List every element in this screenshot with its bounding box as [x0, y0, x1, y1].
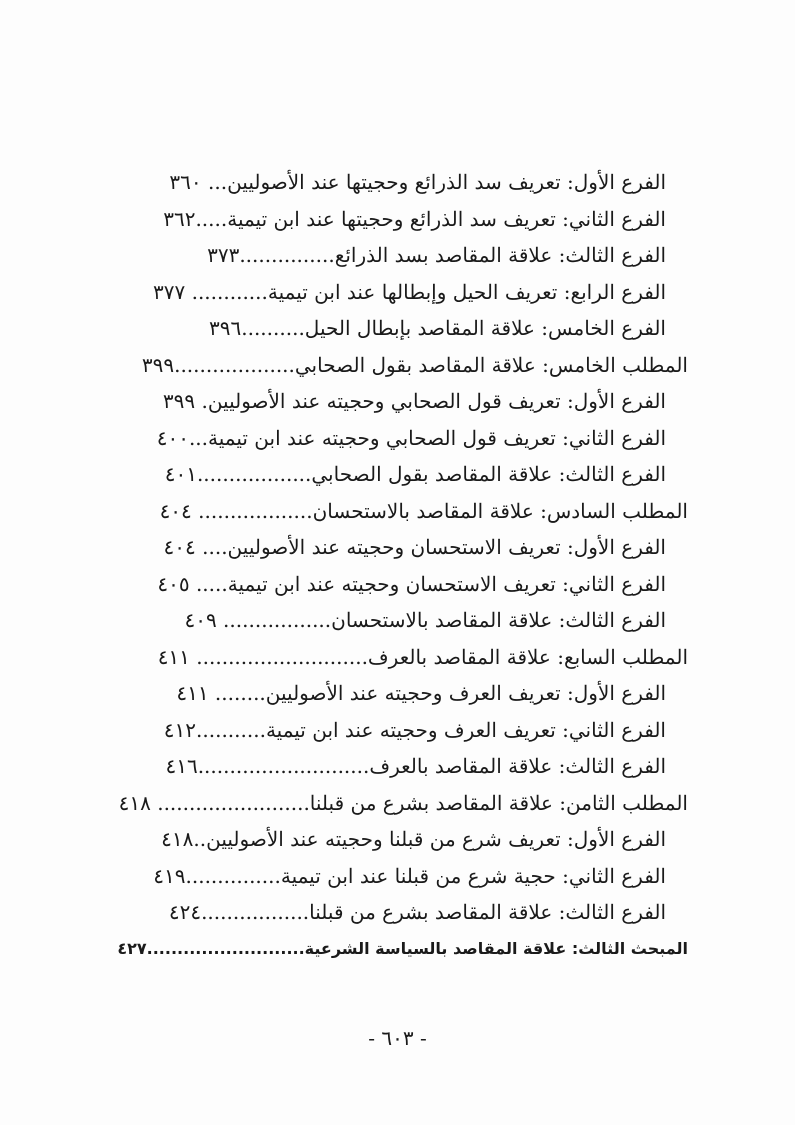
toc-subsection-entry: الفرع الثاني: تعريف العرف وحجيته عند ابن تيمية...........٤١٢ — [163, 717, 666, 742]
toc-subsection-entry: الفرع الثاني: تعريف سد الذرائع وحجيتها عند ابن تيمية.....٣٦٢ — [163, 206, 666, 231]
toc-subsection-entry: الفرع الأول: تعريف شرع من قبلنا وحجيته عند الأصوليين..٤١٨ — [161, 827, 666, 851]
toc-subsection-entry: الفرع الثالث: علاقة المقاصد بشرع من قبلنا.................٤٢٤ — [168, 900, 666, 924]
toc-subsection-entry: الفرع الثالث: علاقة المقاصد بالعرف...........................٤١٦ — [165, 754, 666, 778]
toc-subsection-entry: الفرع الخامس: علاقة المقاصد بإبطال الحيل..........٣٩٦ — [209, 316, 666, 340]
toc-subsection-entry: الفرع الثاني: حجية شرع من قبلنا عند ابن تيمية...............٤١٩ — [153, 863, 666, 888]
toc-section-entry: المطلب الثامن: علاقة المقاصد بشرع من قبلنا........................ ٤١٨ — [118, 790, 688, 815]
toc-subsection-entry: الفرع الرابع: تعريف الحيل وإبطالها عند ابن تيمية............ ٣٧٧ — [153, 279, 666, 304]
toc-subsection-entry: الفرع الثالث: علاقة المقاصد بسد الذرائع...............٣٧٣ — [207, 243, 666, 267]
toc-subsection-entry: الفرع الأول: تعريف الاستحسان وحجيته عند الأصوليين.... ٤٠٤ — [163, 535, 666, 559]
toc-section-entry: المطلب الخامس: علاقة المقاصد بقول الصحابي...................٣٩٩ — [141, 352, 688, 377]
toc-section-entry: المطلب السادس: علاقة المقاصد بالاستحسان.................. ٤٠٤ — [159, 498, 688, 523]
toc-subsection-entry: الفرع الأول: تعريف العرف وحجيته عند الأصوليين........ ٤١١ — [176, 681, 666, 705]
toc-subsection-entry: الفرع الأول: تعريف قول الصحابي وحجيته عند الأصوليين. ٣٩٩ — [162, 389, 666, 413]
page-number: - ٦٠٣ - — [368, 1026, 427, 1050]
toc-subsection-entry: الفرع الثالث: علاقة المقاصد بالاستحسان................. ٤٠٩ — [184, 608, 666, 632]
toc-section-entry: المطلب السابع: علاقة المقاصد بالعرف........................... ٤١١ — [157, 644, 688, 669]
toc-subsection-entry: الفرع الثاني: تعريف الاستحسان وحجيته عند ابن تيمية..... ٤٠٥ — [157, 571, 666, 596]
table-of-contents — [117, 164, 688, 967]
toc-chapter-entry: المبحث الثالث: علاقة المقاصد بالسياسة الشرعية..........................٤٢٧ — [117, 938, 688, 958]
toc-subsection-entry: الفرع الثاني: تعريف قول الصحابي وحجيته عند ابن تيمية...٤٠٠ — [156, 425, 666, 450]
toc-subsection-entry: الفرع الثالث: علاقة المقاصد بقول الصحابي..................٤٠١ — [164, 462, 666, 486]
toc-subsection-entry: الفرع الأول: تعريف سد الذرائع وحجيتها عند الأصوليين... ٣٦٠ — [169, 170, 666, 194]
